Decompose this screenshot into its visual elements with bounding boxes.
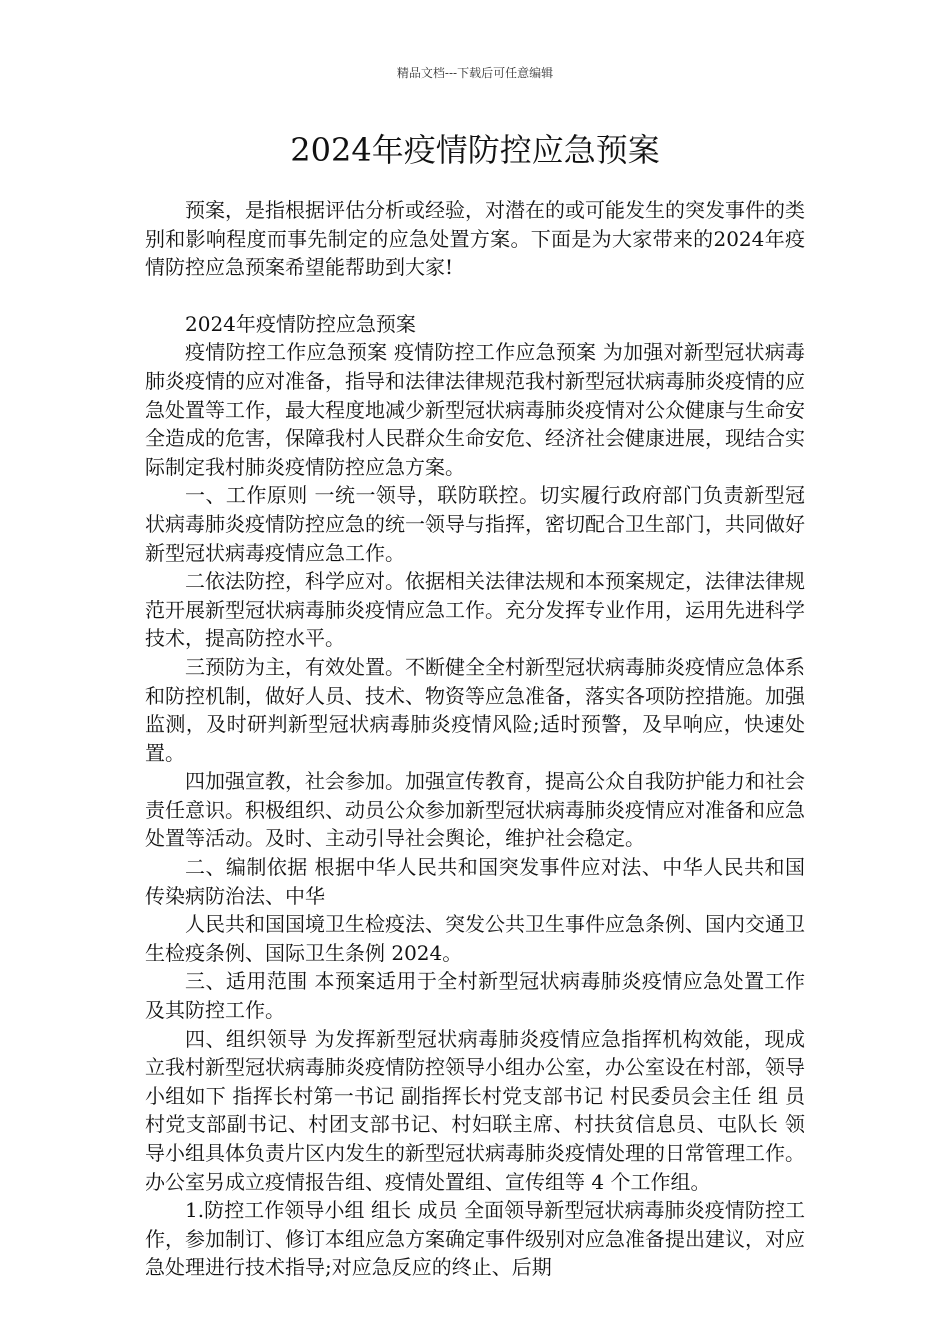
body-paragraph: 三、适用范围 本预案适用于全村新型冠状病毒肺炎疫情应急处置工作及其防控工作。 [145, 969, 805, 1023]
section-heading: 2024年疫情防控应急预案 [185, 311, 416, 336]
intro-paragraph: 预案，是指根据评估分析或经验，对潜在的或可能发生的突发事件的类别和影响程度而事先制定的应急处置方案。下面是为大家带来的2024年疫情防控应急预案希望能帮助到大家! [145, 198, 805, 280]
document-title: 2024年疫情防控应急预案 [290, 131, 660, 169]
body-paragraph: 疫情防控工作应急预案 疫情防控工作应急预案 为加强对新型冠状病毒肺炎疫情的应对准备，指导和法律法律规范我村新型冠状病毒肺炎疫情的应急处置等工作，最大程度地减少新型冠状病毒肺炎疫情对公众健康与生命安全造成的危害，保障我村人民群众生命安危、经济社会健康进展，现结合实际制定我村肺炎疫情防控应急方案。 [145, 340, 805, 479]
body-paragraph: 1.防控工作领导小组 组长 成员 全面领导新型冠状病毒肺炎疫情防控工作，参加制订、修订本组应急方案确定事件级别对应急准备提出建议，对应急处理进行技术指导;对应急反应的终止、后期 [145, 1198, 805, 1280]
body-paragraph: 四加强宣教，社会参加。加强宣传教育，提高公众自我防护能力和社会责任意识。积极组织、动员公众参加新型冠状病毒肺炎疫情应对准备和应急处置等活动。及时、主动引导社会舆论，维护社会稳定。 [145, 769, 805, 851]
body-paragraph: 四、组织领导 为发挥新型冠状病毒肺炎疫情应急指挥机构效能，现成立我村新型冠状病毒肺炎疫情防控领导小组办公室，办公室设在村部，领导小组如下 指挥长村第一书记 副指挥长村党支部书记 村民委员会主任 组 员村党支部副书记、村团支部书记、村妇联主席、村扶贫信息员、屯队长 领导小组具体负责片区内发生的新型冠状病毒肺炎疫情处理的日常管理工作。办公室另成立疫情报告组、疫情处置组、宣传组等 4 个工作组。 [145, 1026, 805, 1194]
page-header-note: 精品文档---下载后可任意编辑 [396, 66, 554, 80]
body-paragraph: 二、编制依据 根据中华人民共和国突发事件应对法、中华人民共和国传染病防治法、中华 [145, 855, 805, 908]
body-paragraph: 三预防为主，有效处置。不断健全全村新型冠状病毒肺炎疫情应急体系和防控机制，做好人员、技术、物资等应急准备，落实各项防控措施。加强监测，及时研判新型冠状病毒肺炎疫情风险;适时预警，及早响应，快速处置。 [145, 654, 805, 765]
body-paragraph: 人民共和国国境卫生检疫法、突发公共卫生事件应急条例、国内交通卫生检疫条例、国际卫生条例 2024。 [145, 912, 805, 965]
body-paragraph: 二依法防控，科学应对。依据相关法律法规和本预案规定，法律法律规范开展新型冠状病毒肺炎疫情应急工作。充分发挥专业作用，运用先进科学技术，提高防控水平。 [145, 569, 805, 651]
document-body [145, 196, 805, 1282]
body-paragraph: 一、工作原则 一统一领导，联防联控。切实履行政府部门负责新型冠状病毒肺炎疫情防控应急的统一领导与指挥，密切配合卫生部门，共同做好新型冠状病毒疫情应急工作。 [145, 483, 805, 565]
